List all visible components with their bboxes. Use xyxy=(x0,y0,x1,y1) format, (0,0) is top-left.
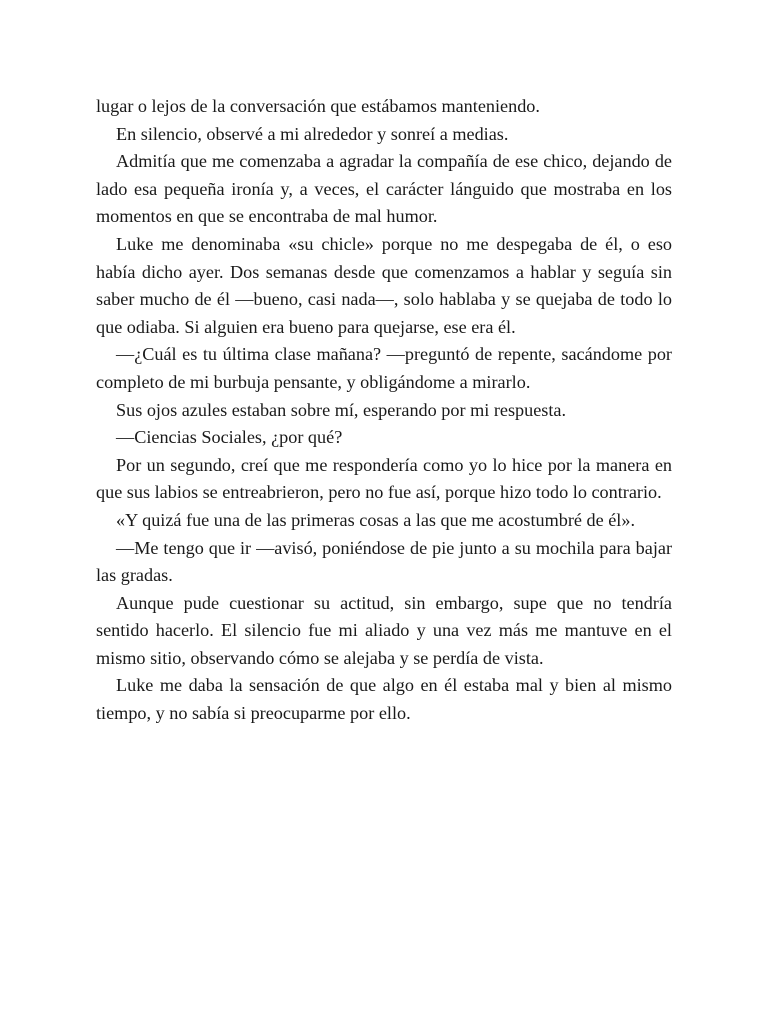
paragraph-6: Sus ojos azules estaban sobre mí, esperando por mi respuesta. xyxy=(116,399,567,420)
paragraph-1: lugar o lejos de la conversación que estábamos manteniendo. xyxy=(96,96,540,116)
paragraph-8: Por un segundo, creí que me respondería como yo lo hice por la manera en que sus labios se entreabrieron, pero no fue así, porque hizo todo lo contrario. xyxy=(96,454,672,503)
paragraph-3: Admitía que me comenzaba a agradar la compañía de ese chico, dejando de lado esa pequeña ironía y, a veces, el carácter lánguido que mostraba en los momentos en que se encontraba de mal humor. xyxy=(96,151,672,227)
document-page xyxy=(96,93,672,728)
paragraph-2: En silencio, observé a mi alrededor y sonreí a medias. xyxy=(116,123,509,144)
paragraph-4: Luke me denominaba «su chicle» porque no me despegaba de él, o eso había dicho ayer. Dos semanas desde que comenzamos a hablar y seguía sin saber mucho de él —bueno, casi nada—, solo hablaba y se quejaba de todo lo que odiaba. Si alguien era bueno para quejarse, ese era él. xyxy=(96,233,672,337)
paragraph-5: —¿Cuál es tu última clase mañana? —preguntó de repente, sacándome por completo de mi burbuja pensante, y obligándome a mirarlo. xyxy=(96,344,672,392)
paragraph-7: —Ciencias Sociales, ¿por qué? xyxy=(116,427,343,448)
paragraph-10: —Me tengo que ir —avisó, poniéndose de pie junto a su mochila para bajar las gradas. xyxy=(96,537,672,586)
paragraph-12: Luke me daba la sensación de que algo en él estaba mal y bien al mismo tiempo, y no sabía si preocuparme por ello. xyxy=(96,675,672,724)
paragraph-9: «Y quizá fue una de las primeras cosas a las que me acostumbré de él». xyxy=(116,509,635,530)
paragraph-11: Aunque pude cuestionar su actitud, sin embargo, supe que no tendría sentido hacerlo. El silencio fue mi aliado y una vez más me mantuve en el mismo sitio, observando cómo se alejaba y se perdía de vista. xyxy=(96,592,672,668)
